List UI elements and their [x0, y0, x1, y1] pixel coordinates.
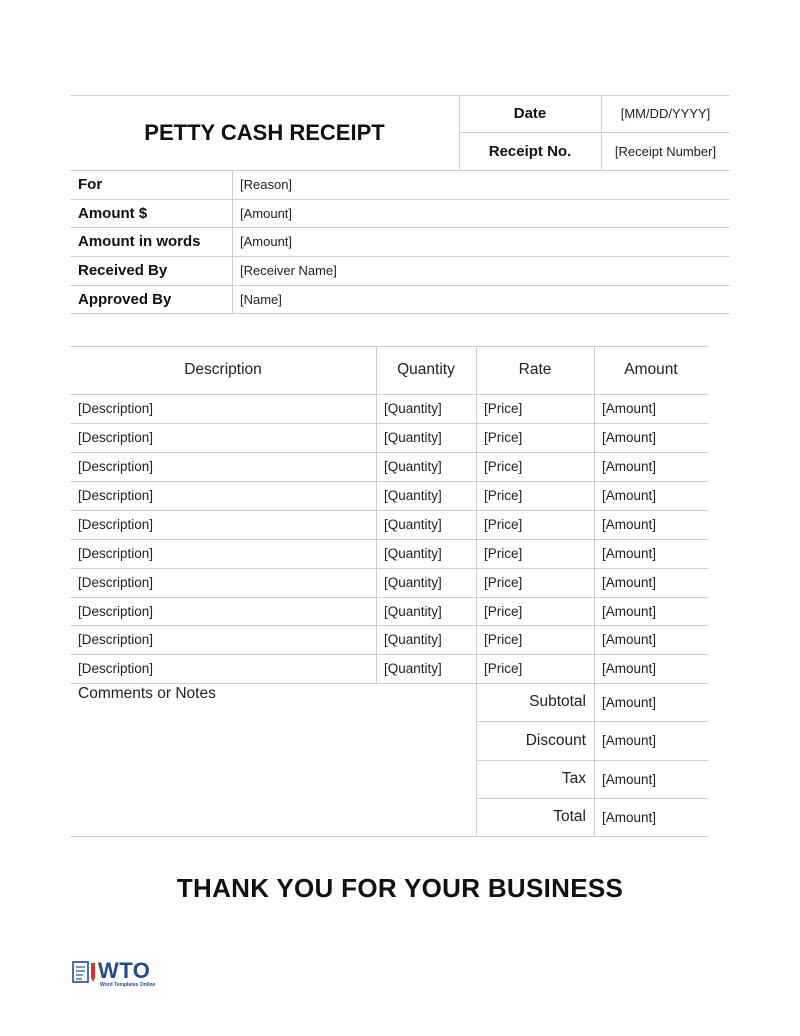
date-value: [MM/DD/YYYY]	[620, 106, 711, 121]
page-title: PETTY CASH RECEIPT	[144, 119, 385, 145]
info-value-amount: [Amount]	[240, 205, 293, 221]
row-rate: [Price]	[484, 661, 523, 676]
info-value-for: [Reason]	[240, 177, 293, 192]
discount-label: Discount	[525, 731, 586, 749]
row-amount: [Amount]	[602, 575, 657, 590]
row-rate: [Price]	[484, 517, 523, 532]
thank-you-message: THANK YOU FOR YOUR BUSINESS	[176, 872, 624, 903]
col-header-quantity: Quantity	[397, 361, 455, 378]
row-amount: [Amount]	[602, 517, 657, 532]
info-value-approved-by: [Name]	[240, 291, 282, 307]
row-quantity: [Quantity]	[384, 546, 442, 561]
row-description: [Description]	[78, 632, 154, 647]
subtotal-label: Subtotal	[529, 693, 586, 710]
row-rate: [Price]	[484, 401, 523, 416]
info-label-approved-by: Approved By	[78, 290, 172, 308]
tax-value: [Amount]	[602, 771, 657, 787]
info-value-amount-words: [Amount]	[240, 234, 293, 249]
receipt-no-label: Receipt No.	[488, 142, 572, 160]
row-quantity: [Quantity]	[384, 661, 442, 676]
row-quantity: [Quantity]	[384, 517, 442, 532]
logo-text: WTO	[98, 958, 151, 983]
row-rate: [Price]	[484, 632, 523, 647]
row-rate: [Price]	[484, 546, 523, 561]
total-value: [Amount]	[602, 809, 657, 825]
receipt-no-value: [Receipt Number]	[614, 143, 717, 159]
row-amount: [Amount]	[602, 401, 657, 416]
document-pen-icon	[72, 960, 98, 988]
row-rate: [Price]	[484, 488, 523, 503]
row-description: [Description]	[78, 661, 154, 676]
row-quantity: [Quantity]	[384, 575, 442, 590]
row-description: [Description]	[78, 459, 154, 474]
info-label-received-by: Received By	[78, 262, 168, 279]
row-rate: [Price]	[484, 430, 523, 445]
row-quantity: [Quantity]	[384, 632, 442, 647]
col-header-description: Description	[184, 361, 262, 378]
info-label-for: For	[78, 176, 103, 193]
row-quantity: [Quantity]	[384, 488, 442, 503]
row-description: [Description]	[78, 401, 154, 416]
row-quantity: [Quantity]	[384, 603, 442, 619]
row-amount: [Amount]	[602, 603, 657, 619]
brand-logo	[72, 958, 162, 990]
info-label-amount-words: Amount in words	[78, 233, 201, 250]
row-description: [Description]	[78, 488, 154, 503]
subtotal-value: [Amount]	[602, 694, 657, 710]
comments-label: Comments or Notes	[78, 685, 216, 702]
discount-value: [Amount]	[602, 733, 657, 748]
row-description: [Description]	[78, 603, 154, 619]
row-quantity: [Quantity]	[384, 430, 442, 445]
row-amount: [Amount]	[602, 632, 657, 647]
row-description: [Description]	[78, 546, 154, 561]
row-amount: [Amount]	[602, 546, 657, 561]
row-rate: [Price]	[484, 459, 523, 474]
col-header-rate: Rate	[518, 361, 552, 378]
info-value-received-by: [Receiver Name]	[240, 263, 337, 278]
row-description: [Description]	[78, 430, 154, 445]
row-rate: [Price]	[484, 575, 523, 590]
row-amount: [Amount]	[602, 459, 657, 474]
total-label: Total	[553, 808, 586, 825]
row-rate: [Price]	[484, 603, 523, 619]
info-label-amount: Amount $	[78, 204, 148, 222]
tax-label: Tax	[561, 770, 586, 787]
row-amount: [Amount]	[602, 488, 657, 503]
row-amount: [Amount]	[602, 661, 657, 676]
logo-subtext: Word Templates Online	[100, 982, 156, 988]
row-quantity: [Quantity]	[384, 459, 442, 474]
row-description: [Description]	[78, 575, 154, 590]
row-amount: [Amount]	[602, 430, 657, 445]
row-description: [Description]	[78, 517, 154, 532]
row-quantity: [Quantity]	[384, 401, 442, 416]
date-label: Date	[513, 105, 547, 122]
col-header-amount: Amount	[624, 361, 678, 378]
